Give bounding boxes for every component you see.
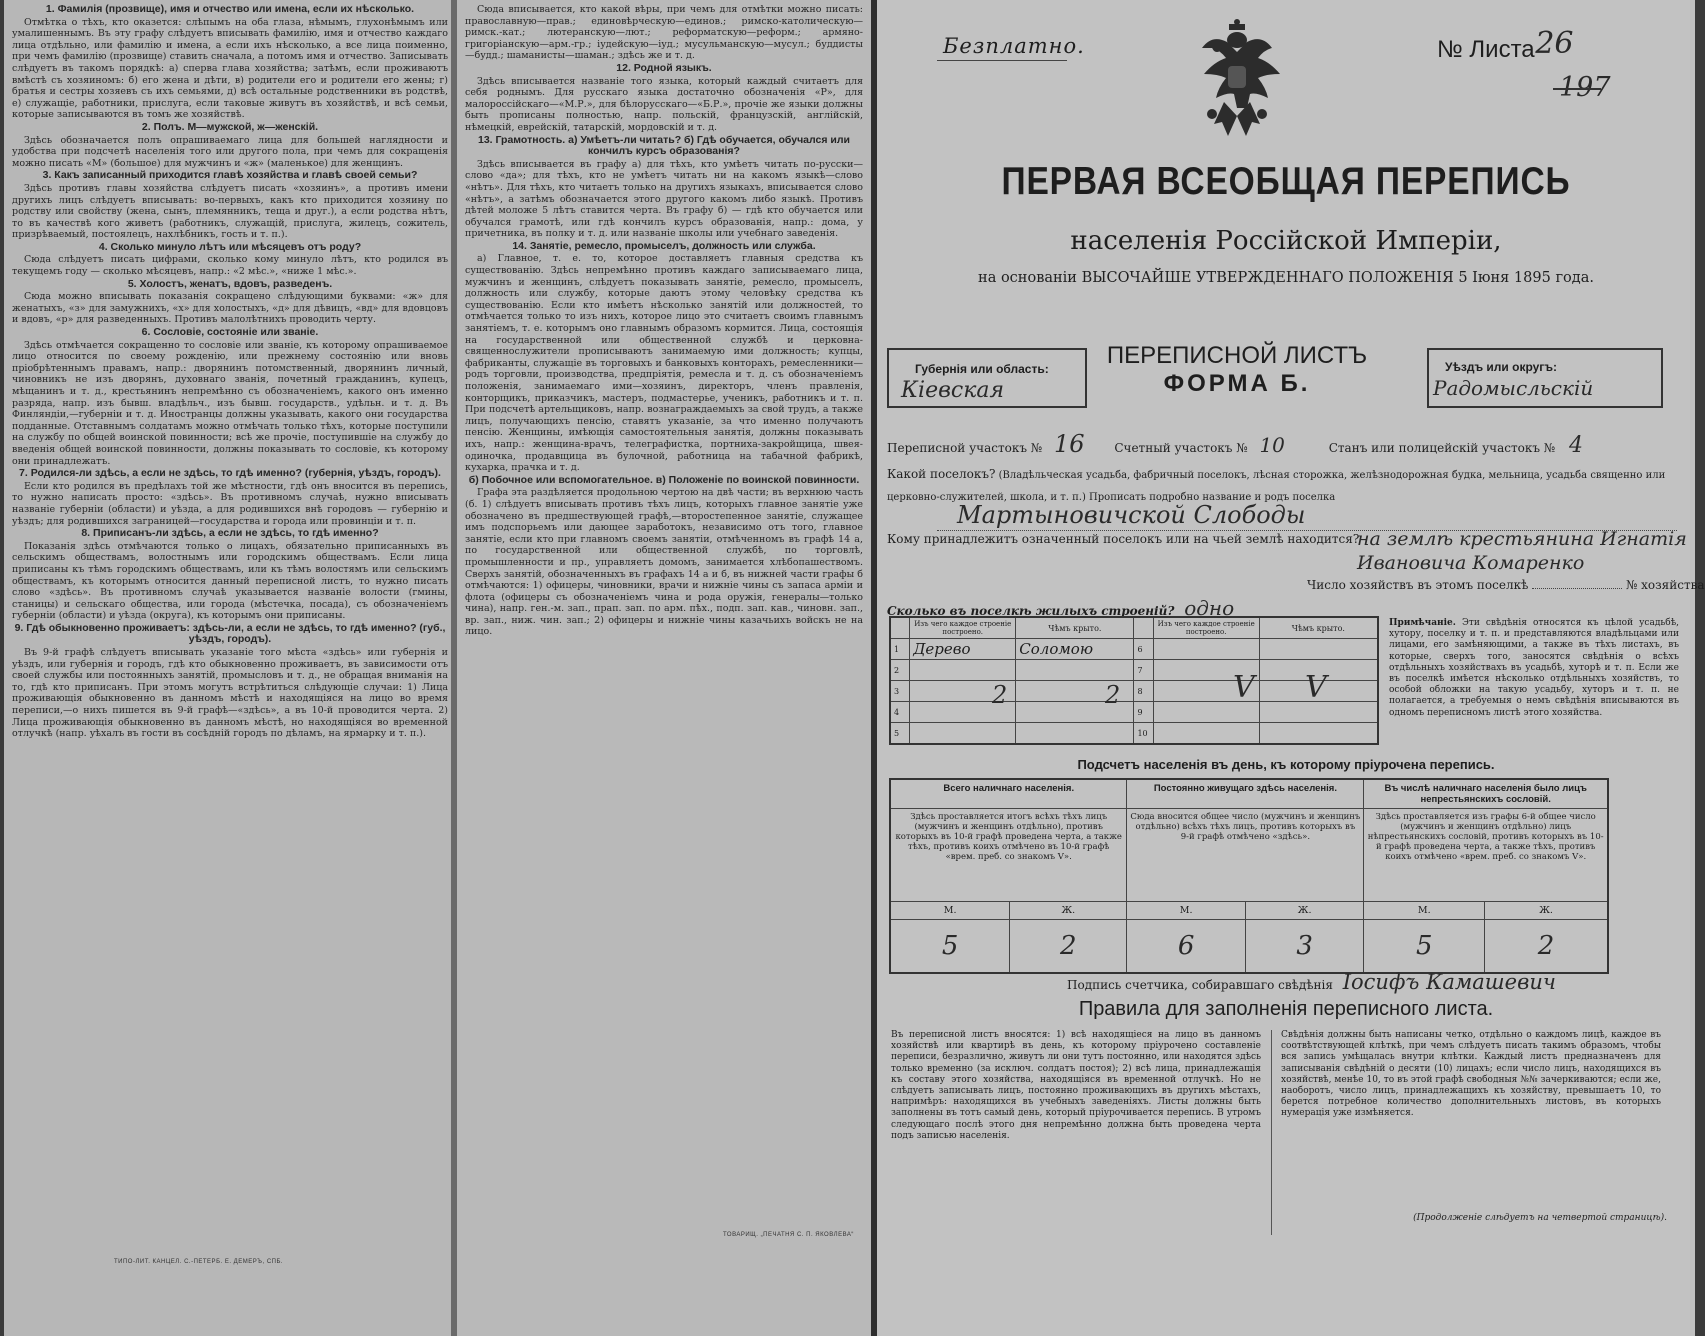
left-section-body: Если кто родился въ предѣлахъ той же мѣстности, гдѣ онъ вносится въ перепись, то нужно написать просто: «здѣсь». Въ противномъ случаѣ, нужно вписывать названіе губерніи (области) и уѣзда, а для родившихся внѣ городовъ — губернію и уѣздъ; для родившихся заграницей—государства и города или провинціи и т. п. xyxy=(12,480,448,527)
building-material xyxy=(910,723,1016,745)
mid-section-title: 14. Занятіе, ремесло, промыселъ, должность или служба. xyxy=(512,239,816,252)
left-section-title: 6. Сословіе, состояніе или званіе. xyxy=(141,326,319,339)
pop-present-female: 2 xyxy=(1010,920,1127,974)
population-values-row xyxy=(890,920,1608,974)
buildings-n-header-2 xyxy=(1134,617,1153,639)
building-number: 10 xyxy=(1134,723,1153,745)
pop-nonpeasant-female: 2 xyxy=(1485,920,1608,974)
left-page xyxy=(4,0,456,1336)
free-underline xyxy=(937,60,1067,61)
buildings-note-text: Эти свѣдѣнія относятся къ цѣлой усадьбѣ, хутору, поселку и т. п. и представляются владѣльцами или лицами, его замѣняющими, а также въ тѣхъ листахъ, въ которые, сверхъ того, заносятся свѣдѣнія о всѣхъ отдѣльныхъ хозяйствахъ въ усадьбѣ, хуторѣ и т. п. Если же въ поселкѣ имѣется нѣсколько отдѣльныхъ хозяйствъ, то особой обложки на такую усадьбу, хуторъ и т. п. не полагается, а требуемыя о немъ свѣдѣнія вписываются въ одномъ переписномъ листѣ этого хозяйства. xyxy=(1389,618,1679,718)
household-no-label: № хозяйства xyxy=(1625,578,1705,592)
building-roof xyxy=(1259,723,1378,745)
census-title: ПЕРВАЯ ВСЕОБЩАЯ ПЕРЕПИСЬ xyxy=(1001,160,1571,203)
settlement-label: Какой поселокъ? xyxy=(887,467,996,481)
middle-page xyxy=(457,0,871,1336)
buildings-table-row xyxy=(890,723,1378,745)
left-section-title: 7. Родился-ли здѣсь, а если не здѣсь, то гдѣ именно? (губернія, уѣздъ, городъ). xyxy=(19,467,441,480)
rules-left-column: Въ переписной листъ вносятся: 1) всѣ находящіеся на лицо въ данномъ хозяйствѣ или квартирѣ въ день, къ которому пріурочено составленіе переписи, безразлично, живутъ ли они тутъ постоянно, или находятся здѣсь только временно (за исключ. солдатъ постоя); 2) всѣ лица, принадлежащія къ составу этого хозяйства, находящіяся въ временной отлучкѣ. Но не слѣдуетъ записывать лицъ, постоянно проживающихъ въ другихъ мѣстахъ, напримѣръ: находящихся въ учебныхъ заведеніяхъ. Листы должны быть заполнены въ тотъ самый день, который пріурочивается перепись. В утромъ следующаго послѣ этого дня непремѣнно должна быть проведена черта подъ записью населенія. xyxy=(891,1030,1261,1141)
building-roof: Соломою xyxy=(1016,639,1134,660)
buildings-tick-mark: V xyxy=(1305,670,1327,705)
building-material xyxy=(910,660,1016,681)
form-subtitle: ФОРМА Б. xyxy=(1163,370,1311,397)
pop-m-label: М. xyxy=(1364,902,1485,920)
gubernia-value: Кіевская xyxy=(901,378,1005,403)
pop-resident-female: 3 xyxy=(1245,920,1363,974)
buildings-table-header xyxy=(890,617,1378,639)
rules-right-column: Свѣдѣнія должны быть написаны четко, отдѣльно о каждомъ лицѣ, каждое въ соотвѣтствующей клѣткѣ, при чемъ слѣдуетъ писать такимъ образомъ, чтобы вся запись умѣщалась внутри клѣтки. Каждый листъ предназначенъ для записыванія свѣдѣній о десяти (10) лицахъ; если число лицъ, находящихся въ хозяйствѣ, менѣе 10, то въ этой графѣ свободныя №№ зачеркиваются; если же, наоборотъ, число лицъ, принадлежащихъ къ хозяйству, превышаетъ 10, то берется потребное количество дополнительныхъ листовъ, въ которыхъ нумерація уже измѣняется. xyxy=(1281,1030,1661,1119)
mid-section-body: а) Главное, т. е. то, которое доставляетъ главныя средства къ существованію. Здѣсь непремѣнно противъ каждаго записываемаго лица, мужчинъ и женщинъ, слѣдуетъ показывать занятіе, ремесло, промыселъ, должность или службу, которые даютъ этому человѣку средства къ существованію. Если кто имѣетъ нѣсколько занятій или должностей, то отмѣчается только то изъ нихъ, которое лицо это считаетъ своимъ главнымъ занятіемъ, т. е. которымъ оно главнымъ образомъ кормится. Лица, состоящія на государственной или общественной службѣ и церковна-священнослужители прописываютъ занимаемую ими должность; купцы, фабриканты, служащіе въ торговыхъ и банковыхъ конторахъ, ремесленники—родъ торговли, производства, предпріятія, ремесла и т. д. съ обозначеніемъ положенія, занимаемаго ими—хозяинъ, директоръ, членъ правленія, конторщикъ, приказчикъ, мастеръ, подмастерье, ученикъ, работникъ и т. п. При подсчетѣ артельщиковъ, напр. вознаграждаемыхъ за свой трудъ, а также лицъ, получающихъ пенсію, ставятъ указаніе, за что именно получаютъ пенсію. Женщины, имѣющія самостоятельныя занятія, должны показывать ихъ, напр.: женщина-врачъ, телеграфистка, портниха-закройщица, швея-одиночка, продавщица въ булочной, работница на табачной фабрикѣ, кухарка, прачка и т. д. xyxy=(465,253,863,474)
building-number: 1 xyxy=(890,639,910,660)
uezd-value: Радомысльскій xyxy=(1433,376,1594,400)
dwellings-value: одно xyxy=(1184,596,1235,620)
left-footer-imprint: ТИПО-ЛИТ. КАНЦЕЛ. С.-ПЕТЕРБ. Е. ДЕМЕРЪ, СПБ. xyxy=(114,1259,284,1265)
sheet-number-label: № Листа xyxy=(1437,36,1535,63)
mid-section-body: Графа эта раздѣляется продольною чертою на двѣ части; въ верхнюю часть (б. 1) слѣдуетъ вписывать противъ тѣхъ лицъ, которыхъ главное занятіе уже обозначено въ предшествующей графѣ,—второстепенное занятіе, служащее имъ подспорьемъ или дающее заработокъ, независимо отъ того, главное занятіе, если кто при главномъ своемъ занятіи, отмѣченномъ въ графѣ 14 а, по государственной или общественной службѣ, по торговлѣ, промышленности и пр., управляетъ домомъ, занимается хлѣбопашествомъ. Сверхъ занятій, обозначенныхъ въ графахъ 14 а и б, въ нижней части графы б отмѣчаются: 1) офицеры, чиновники, врачи и нижніе чины съ запаса арміи и флота (офицеры съ обозначеніемъ чина и рода оружія, генералы—только чина), напр. ген.-м. зап., прап. зап. по арм. пѣх., подп. зап. кав., чиновн. зап., вр. зап., ниж. чин. зап.; 2) офицеры и нижніе чины казачьихъ войскъ не на лицо. xyxy=(465,487,863,638)
population-desc-row xyxy=(890,809,1608,902)
buildings-material-header: Изъ чего каждое строеніе построено. xyxy=(910,617,1016,639)
building-number: 5 xyxy=(890,723,910,745)
buildings-material-header-2: Изъ чего каждое строеніе построено. xyxy=(1153,617,1259,639)
pop-m-label: М. xyxy=(890,902,1010,920)
settlement-value: Мартыновичской Слободы xyxy=(957,501,1306,529)
sheet-number xyxy=(1437,26,1580,65)
left-section-body: Въ 9-й графѣ слѣдуетъ вписывать указаніе того мѣста «здѣсь» или губернія и уѣздъ, или губернія и городъ, гдѣ кто обыкновенно проживаетъ, въ зависимости отъ своей службы или постоянныхъ занятій, промысловъ и т. д., не обращая вниманія на то, гдѣ кто приписанъ. При этомъ могутъ встрѣтиться слѣдующіе случаи: 1) Лица проживающія обыкновенно въ данномъ мѣстѣ и находящіяся на лицо во время переписи,—о нихъ пишется въ 9-й графѣ—«здѣсь», а въ 10-й проводится черта. 2) Лица проживающія обыкновенно въ данномъ мѣстѣ, но находящіяся во временной отлучкѣ (напр. уѣхалъ въ гости въ сосѣдній городъ по дѣламъ, на ярмарку и т. п.). xyxy=(12,647,448,740)
left-section-title: 3. Какъ записанный приходится главѣ хозяйства и главѣ своей семьи? xyxy=(42,169,418,182)
pop-f-label: Ж. xyxy=(1010,902,1127,920)
district-value: 16 xyxy=(1053,430,1085,458)
left-section-title: 5. Холостъ, женатъ, вдовъ, разведенъ. xyxy=(127,277,333,290)
building-roof xyxy=(1016,660,1134,681)
population-header-row xyxy=(890,779,1608,809)
gubernia-label: Губернія или область: xyxy=(915,362,1049,376)
left-section-body: Показанія здѣсь отмѣчаются только о лицахъ, обязательно приписанныхъ въ сельскимъ обществамъ, волостнымъ или городскимъ обществамъ. Если лица приписаны къ тѣмъ городскимъ обществамъ, или къ тѣмъ волостямъ или сельскимъ обществамъ, къ которымъ относится данный переписной листъ, то нужно писать слово «здѣсь». Въ противномъ случаѣ указывается названіе волости (гмины, станицы) и сельскаго общества, или города (мѣстечка, посада), съ обозначеніемъ губерніи (области) и уѣзда (округа), къ которымъ они приписаны. xyxy=(12,540,448,622)
households-dots xyxy=(1532,588,1622,589)
buildings-table-row xyxy=(890,639,1378,660)
left-instructions-column xyxy=(12,4,448,741)
left-section-body: Здѣсь отмѣчается сокращенно то сословіе или званіе, къ которому опрашиваемое лицо относится по своему рожденію, или прежнему состоянію или вновь пріобрѣтеннымъ правамъ, напр.: дворянинъ потомственный, дворянинъ личный, чиновникъ не изъ дворянъ, духовнаго званія, почетный гражданинъ, купецъ, мѣщанинъ и т. д., крестьянинъ непремѣнно съ обозначеніемъ, какого онъ именно разряда, напр. изъ бывш. владѣльч., изъ бывш. государств., удѣльн. и т. д. Въ Финляндіи,—губерніи и т. д. Иностранцы должны указывать, какого они государства подданные. Отставнымъ солдатамъ можно отмѣчать только тѣхъ, которые поступили на службу по общей воинской повинности; всѣ же прочіе, поступившіе на службу до введенія общей воинской повинности, должны показывать то сословіе, къ которому они принадлежатъ. xyxy=(12,339,448,467)
rules-divider xyxy=(1271,1030,1272,1235)
population-count-table xyxy=(889,778,1609,974)
form-title-block xyxy=(1087,338,1387,408)
buildings-tick-mark: 2 xyxy=(1105,681,1121,709)
building-roof xyxy=(1259,639,1378,660)
mid-section-title: 12. Родной языкъ. xyxy=(616,61,712,74)
pop-header-present: Всего наличнаго населенія. xyxy=(890,779,1127,809)
buildings-n-header xyxy=(890,617,910,639)
pop-header-resident: Постоянно живущаго здѣсь населенія. xyxy=(1127,779,1364,809)
population-sex-row xyxy=(890,902,1608,920)
pop-desc-nonpeasant: Здѣсь проставляется изъ графы 6-й общее число (мужчинъ и женщинъ отдѣльно) лицъ нѣпрестьянскихъ сословій, противъ которыхъ въ 10-й графѣ проведена черта, а также тѣхъ, противъ коихъ отмѣчено «врем. преб. со знакомъ V». xyxy=(1364,809,1608,902)
building-roof xyxy=(1016,723,1134,745)
left-section-title: 2. Полъ. М—мужской, ж—женскій. xyxy=(141,120,319,133)
building-material xyxy=(1153,723,1259,745)
buildings-note xyxy=(1389,618,1679,719)
signature-row xyxy=(1067,970,1556,994)
building-number: 4 xyxy=(890,702,910,723)
building-material xyxy=(1153,639,1259,660)
middle-instructions-column xyxy=(465,4,863,639)
census-subtitle: населенія Россійской Имперіи, xyxy=(1070,226,1502,256)
mid-section-body: Сюда вписывается, кто какой вѣры, при чемъ для отмѣтки можно писать: православную—прав.; единовѣрческую—единов.; римско-католическую—римск.-кат.; лютеранскую—лют.; реформатскую—реформ.; армяно-григоріанскую—арм.-гр.; іудейскую—іуд.; мусульманскую—мусул.; буддисты—будд.; шаманисты—шаман.; здѣсь же и т. д. xyxy=(465,4,863,62)
form-title: ПЕРЕПИСНОЙ ЛИСТЪ xyxy=(1106,342,1368,369)
pop-nonpeasant-male: 5 xyxy=(1364,920,1485,974)
left-section-title: 4. Сколько минуло лѣтъ или мѣсяцевъ отъ роду? xyxy=(98,240,362,253)
left-section-body: Отмѣтка о тѣхъ, кто оказется: слѣпымъ на оба глаза, нѣмымъ, глухонѣмымъ или умалишеннымъ. Въ эту графу слѣдуетъ вписывать фамилію, имя и отчество каждаго лица отдѣльно, или фамилію и имена, а если ихъ нѣсколько, а все лица поименно, при чемъ фамилію (прозвище) ставить сначала, а потомъ имя и отчество. Записывать слѣдуетъ въ такомъ порядкѣ: а) сперва глава хозяйства; затѣмъ, если проживаютъ вмѣстѣ съ хозяиномъ: б) его жена и дѣти, в) родители его и родители его жены; г) братья и сестры хозяевъ съ ихъ семьями, д) всѣ остальные родственники въ родствѣ, е) служащіе, работники, прислуга, если таковые живутъ въ хозяйствѣ, и всѣ семьи, которые записываются въ томъ же хозяйствѣ. xyxy=(12,16,448,121)
building-number: 2 xyxy=(890,660,910,681)
mid-section-title: 13. Грамотность. а) Умѣетъ-ли читать? б) Гдѣ обучается, обучался или кончилъ курсъ образованія? xyxy=(477,133,851,158)
stan-value: 4 xyxy=(1568,433,1583,458)
census-form-page xyxy=(877,0,1705,1336)
pop-present-male: 5 xyxy=(890,920,1010,974)
pop-header-nonpeasant: Въ числѣ наличнаго населенія было лицъ непрестьянскихъ сословій. xyxy=(1364,779,1608,809)
left-section-title: 1. Фамилія (прозвище), имя и отчество или имена, если их нѣсколько. xyxy=(45,3,415,15)
pop-desc-resident: Сюда вносится общее число (мужчинъ и женщинъ отдѣльно) всѣхъ тѣхъ лицъ, противъ которыхъ въ 9-й графѣ отмѣчено «здѣсь». xyxy=(1127,809,1364,902)
signature-value: Іосифъ Камашевич xyxy=(1342,970,1556,994)
pop-m-label: М. xyxy=(1127,902,1245,920)
left-section-body: Здѣсь обозначается полъ опрашиваемаго лица для большей наглядности и удобства при подсчетѣ населенія того или другого пола, при чемъ для сокращенія можно писать «М» (большое) для мужчинъ и «ж» (маленькое) для женщинъ. xyxy=(12,134,448,169)
dwellings-label: Сколько въ поселкѣ жилыхъ строеній? xyxy=(887,604,1175,618)
rules-continuation-note: (Продолженіе слѣдуетъ на четвертой страницѣ). xyxy=(1413,1213,1667,1223)
buildings-tick-mark: 2 xyxy=(992,681,1008,709)
pop-desc-present: Здѣсь проставляется итогъ всѣхъ тѣхъ лицъ (мужчинъ и женщинъ отдѣльно), противъ которыхъ въ 10-й графѣ проведена черта, а также тѣхъ, противъ коихъ отмѣчено въ 10-й графѣ «врем. преб. со знакомъ V». xyxy=(890,809,1127,902)
stan-label: Станъ или полицейскій участокъ № xyxy=(1328,441,1556,455)
building-material: Дерево xyxy=(910,639,1016,660)
left-section-body: Сюда можно вписывать показанія сокращено слѣдующими буквами: «ж» для женатыхъ, «з» для замужнихъ, «х» для холостыхъ, «д» для дѣвицъ, «вд» для вдовцовъ и вдовъ, «р» для разведенныхъ. Противъ малолѣтнихъ проводить черту. xyxy=(12,291,448,326)
pop-resident-male: 6 xyxy=(1127,920,1245,974)
gubernia-box xyxy=(887,348,1087,408)
district-label: Переписной участокъ № xyxy=(887,441,1043,455)
sheet-number-value: 26 xyxy=(1535,26,1574,61)
left-section-title: 9. Гдѣ обыкновенно проживаетъ: здѣсь-ли, а если не здѣсь, то гдѣ именно? (губ., уѣздъ, городъ). xyxy=(14,621,446,646)
uezd-label: Уѣздъ или округъ: xyxy=(1445,360,1558,374)
buildings-roof-header: Чѣмъ крыто. xyxy=(1016,617,1134,639)
buildings-roof-header-2: Чѣмъ крыто. xyxy=(1259,617,1378,639)
left-section-title: 8. Приписанъ-ли здѣсь, а если не здѣсь, то гдѣ именно? xyxy=(81,527,379,540)
households-row xyxy=(1307,578,1705,592)
count-label: Счетный участокъ № xyxy=(1114,441,1248,455)
rules-title: Правила для заполненія переписного листа. xyxy=(1078,998,1494,1020)
owner-value: на землѣ крестьянина Игнатія Ивановича Комаренко xyxy=(1357,528,1687,574)
building-number: 6 xyxy=(1134,639,1153,660)
sheet-number-alternate: 197 xyxy=(1559,72,1611,103)
left-section-body: Сюда слѣдуетъ писать цифрами, сколько кому минуло лѣтъ, кто родился въ текущемъ году — сколько мѣсяцевъ, напр.: «2 мѣс.», «ниже 1 мѣс.». xyxy=(12,254,448,278)
signature-label: Подпись счетчика, собиравшаго свѣдѣнія xyxy=(1067,978,1333,992)
mid-section-body: Здѣсь вписывается въ графу а) для тѣхъ, кто умѣетъ читать по-русски—слово «да»; для тѣхъ, кто не умѣетъ читать ни на какомъ языкѣ—слово «нѣтъ». Для тѣхъ, кто читаетъ только на другихъ языкахъ, вписывается слово «нѣтъ», а затѣмъ обозначается этого другого какомъ либо языкѣ. Противъ дѣтей моложе 5 лѣтъ ставится черта. Въ графу б) — гдѣ кто обучается или обучался грамотѣ, или гдѣ кончилъ курсъ образованія, напр.: дома, у причетника, въ полку и т. д. или названіе школы или учебнаго заведенія. xyxy=(465,158,863,240)
building-number: 8 xyxy=(1134,681,1153,702)
middle-footer-imprint: ТОВАРИЩ. „ПЕЧАТНЯ С. П. ЯКОВЛЕВА“ xyxy=(723,1232,854,1238)
building-number: 3 xyxy=(890,681,910,702)
pop-f-label: Ж. xyxy=(1245,902,1363,920)
buildings-note-label: Примѣчаніе. xyxy=(1389,618,1456,628)
building-number: 7 xyxy=(1134,660,1153,681)
double-headed-eagle-emblem-icon xyxy=(1182,18,1292,143)
households-label: Число хозяйствъ въ этомъ поселкѣ xyxy=(1307,578,1529,592)
count-value: 10 xyxy=(1259,433,1285,457)
building-number: 9 xyxy=(1134,702,1153,723)
uezd-box xyxy=(1427,348,1663,408)
district-row xyxy=(887,430,1583,458)
census-legal-basis: на основаніи ВЫСОЧАЙШЕ УТВЕРЖДЕННАГО ПОЛОЖЕНІЯ 5 Іюня 1895 года. xyxy=(978,270,1594,286)
mid-section-title: б) Побочное или вспомогательное. в) Положеніе по воинской повинности. xyxy=(468,473,860,486)
buildings-tick-mark: V xyxy=(1233,670,1255,705)
mid-section-body: Здѣсь вписывается названіе того языка, который каждый считаетъ для себя роднымъ. Для русскаго языка достаточно обозначенія «Р», для малороссійскаго—«М.Р.», для бѣлорусскаго—«Б.Р.», прочіе же языки должны быть прописаны полностью, напр. польскій, французскій, англійскій, нѣмецкій, еврейскій, татарскій, мордовскій и т. д. xyxy=(465,75,863,133)
population-count-title: Подсчетъ населенія въ день, къ которому пріурочена перепись. xyxy=(1077,757,1495,772)
free-of-charge-label: Безплатно. xyxy=(943,34,1085,58)
settlement-hint: (Владѣльческая усадьба, фабричный поселокъ, лѣсная сторожка, желѣзнодорожная будка, мельница, усадьба священно или церковно-служителей, школа, и т. п.) Прописать подробно название и родъ поселка xyxy=(887,470,1666,503)
left-section-body: Здѣсь противъ главы хозяйства слѣдуетъ писать «хозяинъ», а противъ имени другихъ лицъ слѣдуетъ вписывать: во-первыхъ, какъ кто приходится хозяину по родству или свойству (жена, сынъ, племянникъ, теща и друг.), а если родства нѣтъ, то въ качествѣ кого живетъ (работникъ, служащій, прислуга, жилецъ, сожитель, призрѣваемый, постоялецъ, нахлѣбникъ, гость и т. п.). xyxy=(12,182,448,241)
sheet-number-strike xyxy=(1553,88,1601,90)
pop-f-label: Ж. xyxy=(1485,902,1608,920)
owner-label: Кому принадлежитъ означенный поселокъ или на чьей землѣ находится? xyxy=(887,532,1360,546)
